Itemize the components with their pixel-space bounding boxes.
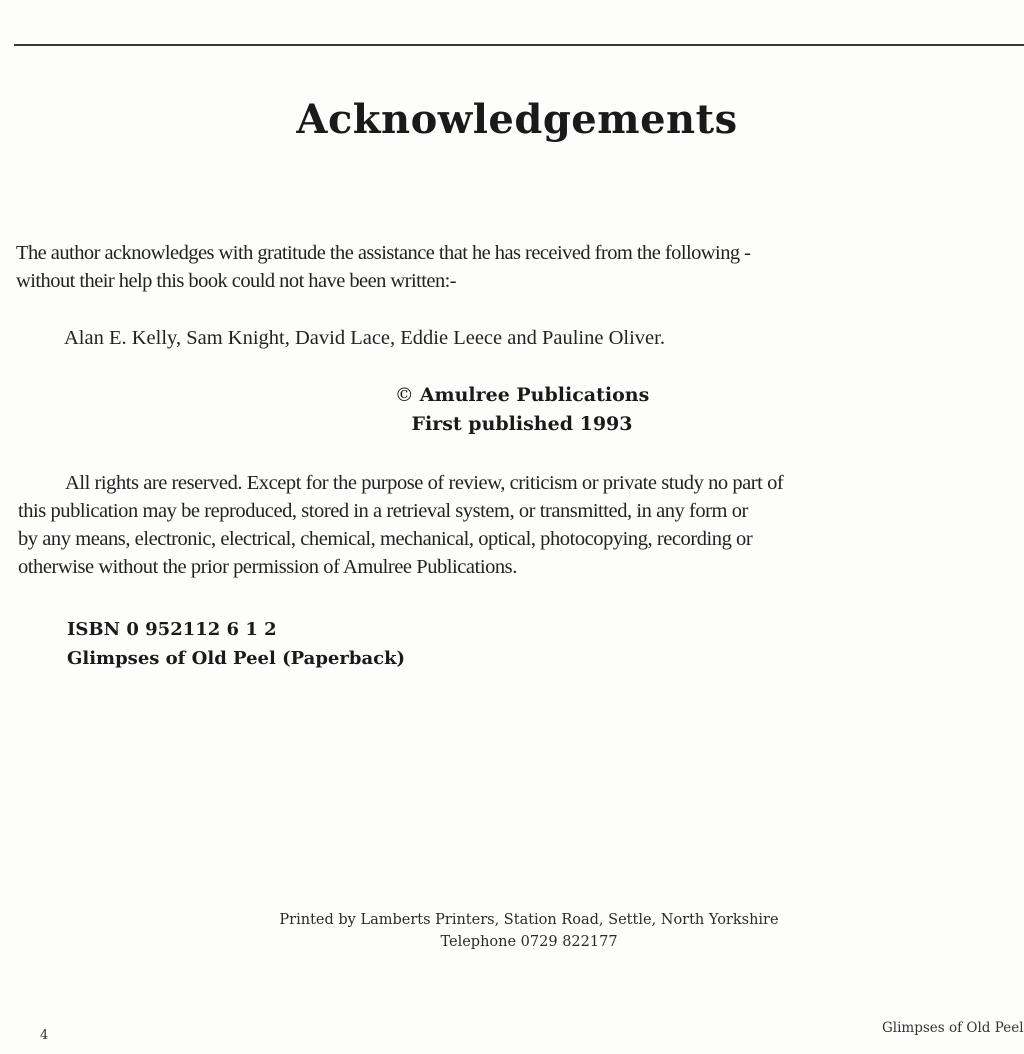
printer-address: Printed by Lamberts Printers, Station Road, Settle, North Yorkshire — [279, 912, 779, 928]
page-title: Acknowledgements — [296, 96, 738, 143]
top-rule — [14, 44, 1024, 46]
edition: Glimpses of Old Peel (Paperback) — [67, 648, 406, 669]
printer-telephone: Telephone 0729 822177 — [440, 934, 618, 950]
running-footer: Glimpses of Old Peel — [882, 1020, 1024, 1036]
rights-line-3: by any means, electronic, electrical, chemical, mechanical, optical, photocopying, recording or — [18, 528, 753, 550]
publisher-name: Amulree Publications — [419, 384, 650, 406]
rights-line-1: All rights are reserved. Except for the purpose of review, criticism or private study no part of — [65, 472, 784, 494]
rights-paragraph — [18, 469, 1024, 581]
isbn-block — [67, 615, 405, 673]
page-number: 4 — [40, 1028, 49, 1043]
isbn: ISBN 0 952112 6 1 2 — [67, 619, 277, 640]
contributors-list: Alan E. Kelly, Sam Knight, David Lace, Eddie Leece and Pauline Oliver. — [64, 327, 665, 349]
printer-info — [0, 909, 1024, 953]
copyright-block — [0, 381, 1024, 439]
publisher-line — [0, 381, 1024, 410]
acknowledgement-paragraph — [16, 239, 1024, 295]
first-published: First published 1993 — [411, 413, 633, 435]
rights-line-4: otherwise without the prior permission of Amulree Publications. — [18, 556, 517, 578]
acknowledgement-line-1: The author acknowledges with gratitude the assistance that he has received from the following - — [16, 242, 751, 264]
rights-line-2: this publication may be reproduced, stored in a retrieval system, or transmitted, in any form or — [18, 500, 748, 522]
copyright-symbol: © — [394, 384, 414, 406]
acknowledgement-line-2: without their help this book could not have been written:- — [16, 270, 457, 292]
